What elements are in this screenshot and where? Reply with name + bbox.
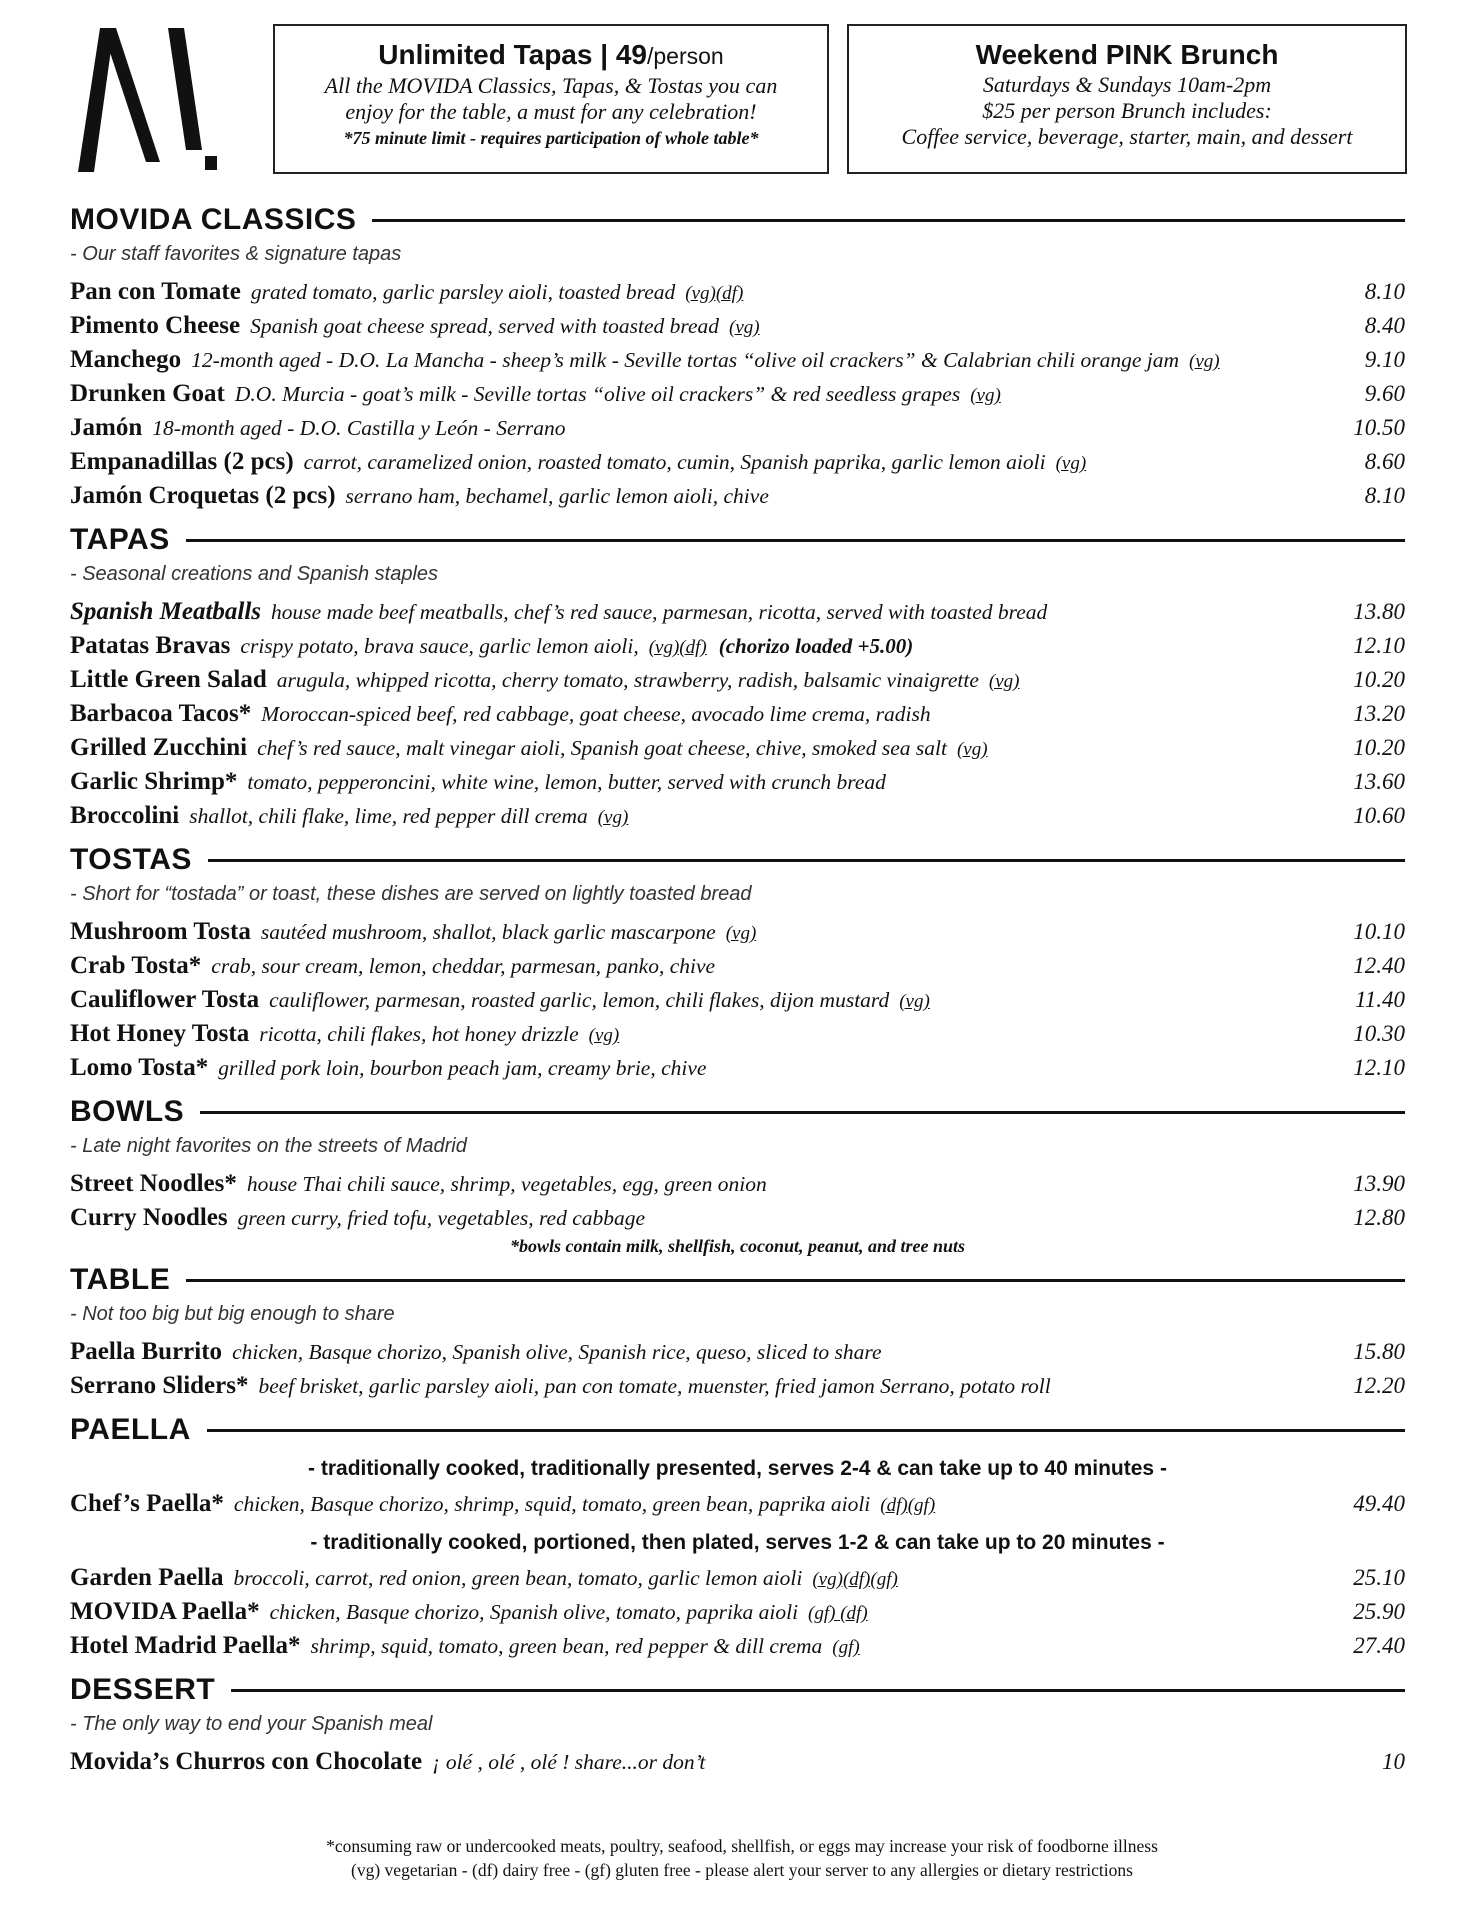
weekend-brunch-box xyxy=(847,24,1407,174)
dietary-tags: (vg)(df)(gf) xyxy=(812,1569,898,1590)
item-description: tomato, pepperoncini, white wine, lemon, butter, served with crunch bread xyxy=(247,770,886,794)
item-price: 8.10 xyxy=(1364,483,1405,508)
section-title: TABLE xyxy=(70,1263,171,1296)
dietary-tags: (vg) xyxy=(956,739,988,760)
menu-item xyxy=(70,312,1405,346)
dietary-tags: (vg) xyxy=(588,1025,620,1046)
menu-item-body xyxy=(70,1204,1325,1232)
section-divider xyxy=(200,1111,1405,1114)
item-name: Grilled Zucchini xyxy=(70,734,248,761)
dietary-tags: (vg) xyxy=(597,807,629,828)
menu-item-body xyxy=(70,986,1325,1014)
unlimited-line-1: All the MOVIDA Classics, Tapas, & Tostas you can xyxy=(324,73,778,98)
menu-item-body xyxy=(70,918,1325,946)
item-name: Street Noodles* xyxy=(70,1170,237,1197)
menu-item xyxy=(70,666,1405,700)
section-paella xyxy=(70,1410,1405,1666)
brunch-title: Weekend PINK Brunch xyxy=(975,39,1279,70)
dietary-tags: (vg) xyxy=(1189,351,1220,372)
item-price: 10 xyxy=(1382,1749,1405,1774)
footer-disclaimer: *consuming raw or undercooked meats, poultry, seafood, shellfish, or eggs may increase your risk of foodborne illness xyxy=(326,1836,1158,1856)
menu-item xyxy=(70,1372,1405,1406)
item-price: 10.50 xyxy=(1353,415,1405,440)
section-divider xyxy=(208,859,1405,862)
item-name: Movida’s Churros con Chocolate xyxy=(70,1748,423,1775)
menu-item xyxy=(70,632,1405,666)
item-description: broccoli, carrot, red onion, green bean, tomato, garlic lemon aioli xyxy=(233,1566,803,1590)
item-price: 10.30 xyxy=(1353,1021,1405,1046)
section-tapas xyxy=(70,520,1405,836)
item-description: crab, sour cream, lemon, cheddar, parmesan, panko, chive xyxy=(211,954,716,978)
item-price: 10.20 xyxy=(1353,735,1405,760)
item-name: Chef’s Paella* xyxy=(70,1490,224,1517)
section-subtitle: - Short for “tostada” or toast, these dishes are served on lightly toasted bread xyxy=(70,883,752,905)
menu-item xyxy=(70,918,1405,952)
menu-item xyxy=(70,598,1405,632)
item-name: Curry Noodles xyxy=(70,1204,228,1231)
item-name: Jamón Croquetas (2 pcs) xyxy=(70,482,336,509)
menu-item-body xyxy=(70,414,1325,442)
menu-item-body xyxy=(70,734,1325,762)
section-subtitle: - Our staff favorites & signature tapas xyxy=(70,243,402,265)
section-title: BOWLS xyxy=(70,1095,185,1128)
section-divider xyxy=(207,1429,1405,1432)
menu-item xyxy=(70,734,1405,768)
dietary-tags: (vg) xyxy=(988,671,1020,692)
menu-item xyxy=(70,1054,1405,1088)
menu-item-body xyxy=(70,1598,1325,1626)
brunch-line-3: Coffee service, beverage, starter, main, and dessert xyxy=(901,124,1353,149)
dietary-tags: (df)(gf) xyxy=(880,1495,936,1516)
item-description: green curry, fried tofu, vegetables, red cabbage xyxy=(237,1206,646,1230)
item-name: Hotel Madrid Paella* xyxy=(70,1632,301,1659)
menu-item xyxy=(70,1564,1405,1598)
item-name: Empanadillas (2 pcs) xyxy=(70,448,294,475)
menu-item xyxy=(70,1490,1405,1524)
item-description: cauliflower, parmesan, roasted garlic, lemon, chili flakes, dijon mustard xyxy=(269,988,890,1012)
menu-item xyxy=(70,986,1405,1020)
item-name: Cauliflower Tosta xyxy=(70,986,260,1013)
item-addon: (chorizo loaded +5.00) xyxy=(718,634,914,658)
item-price: 10.60 xyxy=(1353,803,1405,828)
section-header xyxy=(70,1410,1405,1450)
item-description: ¡ olé , olé , olé ! share...or don’t xyxy=(432,1750,706,1774)
item-name: Spanish Meatballs xyxy=(70,598,262,625)
menu-item-body xyxy=(70,598,1325,626)
dietary-tags: (gf) (df) xyxy=(808,1603,868,1624)
item-description: grilled pork loin, bourbon peach jam, creamy brie, chive xyxy=(218,1056,707,1080)
dietary-tags: (vg) xyxy=(970,385,1001,406)
item-description: 18-month aged - D.O. Castilla y León - Serrano xyxy=(152,416,566,440)
menu-item-body xyxy=(70,1170,1325,1198)
menu-item-body xyxy=(70,346,1325,374)
item-price: 12.80 xyxy=(1353,1205,1405,1230)
section-title: PAELLA xyxy=(70,1413,191,1446)
menu-item xyxy=(70,1170,1405,1204)
dietary-tags: (vg) xyxy=(1055,453,1087,474)
item-price: 10.20 xyxy=(1353,667,1405,692)
section-bowls xyxy=(70,1092,1405,1256)
section-header xyxy=(70,1092,1405,1132)
section-divider xyxy=(231,1689,1405,1692)
item-price: 8.60 xyxy=(1364,449,1405,474)
movida-logo xyxy=(72,22,232,174)
unlimited-line-2: enjoy for the table, a must for any celebration! xyxy=(345,99,757,124)
item-description: chicken, Basque chorizo, Spanish olive, tomato, paprika aioli xyxy=(269,1600,799,1624)
section-title: TOSTAS xyxy=(70,843,192,876)
menu-item-body xyxy=(70,1748,1325,1776)
section-subtitle: - Not too big but big enough to share xyxy=(70,1303,395,1325)
menu-item xyxy=(70,346,1405,380)
item-price: 12.40 xyxy=(1353,953,1405,978)
item-description: Spanish goat cheese spread, served with toasted bread xyxy=(250,314,720,338)
section-divider xyxy=(372,219,1405,222)
menu-item-body xyxy=(70,380,1325,408)
item-name: Serrano Sliders* xyxy=(70,1372,249,1399)
unlimited-note: *75 minute limit - requires participation of whole table* xyxy=(343,128,759,148)
dietary-tags: (gf) xyxy=(832,1637,860,1658)
item-price: 25.10 xyxy=(1353,1565,1405,1590)
item-description: shallot, chili flake, lime, red pepper dill crema xyxy=(189,804,588,828)
dietary-tags: (vg)(df) xyxy=(685,283,744,304)
item-name: Drunken Goat xyxy=(70,380,225,407)
footer-legend: (vg) vegetarian - (df) dairy free - (gf) gluten free - please alert your server to any allergies or dietary restrictions xyxy=(351,1860,1133,1880)
brunch-line-1: Saturdays & Sundays 10am-2pm xyxy=(982,72,1272,97)
item-name: Manchego xyxy=(70,346,182,373)
bowls-allergen-note: *bowls contain milk, shellfish, coconut, peanut, and tree nuts xyxy=(509,1236,966,1256)
section-title: TAPAS xyxy=(70,523,170,556)
item-description: crispy potato, brava sauce, garlic lemon aioli, xyxy=(240,634,639,658)
menu-item-body xyxy=(70,1490,1325,1518)
item-description: D.O. Murcia - goat’s milk - Seville tortas “olive oil crackers” & red seedless grapes xyxy=(234,382,961,406)
section-tostas xyxy=(70,840,1405,1088)
item-description: ricotta, chili flakes, hot honey drizzle xyxy=(259,1022,579,1046)
menu-item xyxy=(70,1204,1405,1238)
menu-item-body xyxy=(70,312,1325,340)
section-header xyxy=(70,200,1405,240)
item-name: Barbacoa Tacos* xyxy=(70,700,252,727)
item-name: Pan con Tomate xyxy=(70,278,241,305)
item-description: chicken, Basque chorizo, shrimp, squid, tomato, green bean, paprika aioli xyxy=(233,1492,871,1516)
item-price: 9.60 xyxy=(1364,381,1405,406)
item-name: Jamón xyxy=(70,414,143,441)
item-price: 10.10 xyxy=(1353,919,1405,944)
menu-item-body xyxy=(70,1632,1325,1660)
item-name: Mushroom Tosta xyxy=(70,918,251,945)
section-subtitle: - The only way to end your Spanish meal xyxy=(70,1713,433,1735)
section-header xyxy=(70,840,1405,880)
item-price: 8.40 xyxy=(1364,313,1405,338)
item-description: arugula, whipped ricotta, cherry tomato, strawberry, radish, balsamic vinaigrette xyxy=(276,668,979,692)
menu-item-body xyxy=(70,768,1325,796)
item-description: grated tomato, garlic parsley aioli, toasted bread xyxy=(250,280,676,304)
item-name: Crab Tosta* xyxy=(70,952,202,979)
item-name: Broccolini xyxy=(70,802,180,829)
menu-item xyxy=(70,414,1405,448)
menu-item xyxy=(70,278,1405,312)
item-price: 25.90 xyxy=(1353,1599,1405,1624)
item-price: 8.10 xyxy=(1364,279,1405,304)
menu-item xyxy=(70,952,1405,986)
section-table xyxy=(70,1260,1405,1406)
menu-item xyxy=(70,1338,1405,1372)
menu-item-body xyxy=(70,1020,1325,1048)
item-description: Moroccan-spiced beef, red cabbage, goat cheese, avocado lime crema, radish xyxy=(261,702,931,726)
item-price: 13.90 xyxy=(1353,1171,1405,1196)
item-description: shrimp, squid, tomato, green bean, red pepper & dill crema xyxy=(310,1634,823,1658)
brunch-line-2: $25 per person Brunch includes: xyxy=(982,98,1272,123)
menu-item xyxy=(70,1020,1405,1054)
item-price: 12.20 xyxy=(1353,1373,1405,1398)
menu-item-body xyxy=(70,278,1325,306)
dietary-tags: (vg) xyxy=(899,991,930,1012)
item-description: serrano ham, bechamel, garlic lemon aioli, chive xyxy=(345,484,769,508)
item-name: Little Green Salad xyxy=(70,666,267,693)
unlimited-tapas-box xyxy=(273,24,829,174)
item-name: Patatas Bravas xyxy=(70,632,231,659)
menu-item xyxy=(70,1748,1405,1782)
item-price: 9.10 xyxy=(1364,347,1405,372)
menu-item-body xyxy=(70,952,1325,980)
item-price: 15.80 xyxy=(1353,1339,1405,1364)
menu-item-body xyxy=(70,632,1325,660)
footer xyxy=(0,1834,1484,1882)
section-header xyxy=(70,1670,1405,1710)
menu-item-body xyxy=(70,1054,1325,1082)
item-name: Pimento Cheese xyxy=(70,312,241,339)
item-description: carrot, caramelized onion, roasted tomato, cumin, Spanish paprika, garlic lemon aioli xyxy=(303,450,1046,474)
item-price: 13.20 xyxy=(1353,701,1405,726)
dietary-tags: (vg) xyxy=(729,317,760,338)
item-name: Hot Honey Tosta xyxy=(70,1020,250,1047)
menu-item xyxy=(70,802,1405,836)
menu-item xyxy=(70,1598,1405,1632)
item-price: 49.40 xyxy=(1353,1491,1405,1516)
item-description: house Thai chili sauce, shrimp, vegetables, egg, green onion xyxy=(246,1172,767,1196)
item-description: chicken, Basque chorizo, Spanish olive, Spanish rice, queso, sliced to share xyxy=(232,1340,882,1364)
menu-item-body xyxy=(70,448,1325,476)
item-name: MOVIDA Paella* xyxy=(70,1598,260,1625)
section-divider xyxy=(186,539,1405,542)
section-divider xyxy=(186,1279,1405,1282)
section-dessert xyxy=(70,1670,1405,1782)
item-price: 13.80 xyxy=(1353,599,1405,624)
paella-note-traditional: - traditionally cooked, traditionally presented, serves 2-4 & can take up to 40 minutes - xyxy=(308,1457,1167,1480)
section-header xyxy=(70,520,1405,560)
item-name: Garden Paella xyxy=(70,1564,224,1591)
menu-item xyxy=(70,1632,1405,1666)
menu-item xyxy=(70,768,1405,802)
menu-item xyxy=(70,700,1405,734)
unlimited-tapas-title: Unlimited Tapas | 49/person xyxy=(378,39,724,70)
item-description: beef brisket, garlic parsley aioli, pan con tomate, muenster, fried jamon Serrano, potato roll xyxy=(258,1374,1051,1398)
menu-item xyxy=(70,482,1405,516)
item-price: 11.40 xyxy=(1354,987,1405,1012)
item-price: 27.40 xyxy=(1353,1633,1405,1658)
item-name: Paella Burrito xyxy=(70,1338,223,1365)
paella-note-plated: - traditionally cooked, portioned, then plated, serves 1-2 & can take up to 20 minutes - xyxy=(310,1531,1165,1554)
dietary-tags: (vg) xyxy=(725,923,757,944)
item-description: house made beef meatballs, chef’s red sauce, parmesan, ricotta, served with toasted bread xyxy=(271,600,1048,624)
item-description: 12-month aged - D.O. La Mancha - sheep’s milk - Seville tortas “olive oil crackers” & Calabrian chili orange jam xyxy=(191,348,1179,372)
menu-item xyxy=(70,448,1405,482)
dietary-tags: (vg)(df) xyxy=(648,637,707,658)
item-price: 13.60 xyxy=(1353,769,1405,794)
section-subtitle: - Late night favorites on the streets of Madrid xyxy=(70,1135,467,1157)
menu-item-body xyxy=(70,1338,1325,1366)
item-price: 12.10 xyxy=(1353,633,1405,658)
menu-item-body xyxy=(70,802,1325,830)
section-header xyxy=(70,1260,1405,1300)
menu-body xyxy=(70,196,1405,1782)
menu-item-body xyxy=(70,666,1325,694)
item-name: Lomo Tosta* xyxy=(70,1054,209,1081)
section-title: DESSERT xyxy=(70,1673,216,1706)
menu-item-body xyxy=(70,482,1325,510)
item-name: Garlic Shrimp* xyxy=(70,768,238,795)
item-description: sautéed mushroom, shallot, black garlic mascarpone xyxy=(260,920,716,944)
menu-item xyxy=(70,380,1405,414)
menu-item-body xyxy=(70,1564,1325,1592)
item-price: 12.10 xyxy=(1353,1055,1405,1080)
menu-item-body xyxy=(70,1372,1325,1400)
section-title: MOVIDA CLASSICS xyxy=(70,203,357,236)
item-description: chef’s red sauce, malt vinegar aioli, Spanish goat cheese, chive, smoked sea salt xyxy=(257,736,947,760)
section-subtitle: - Seasonal creations and Spanish staples xyxy=(70,563,439,585)
section-classics xyxy=(70,200,1405,516)
menu-item-body xyxy=(70,700,1325,728)
